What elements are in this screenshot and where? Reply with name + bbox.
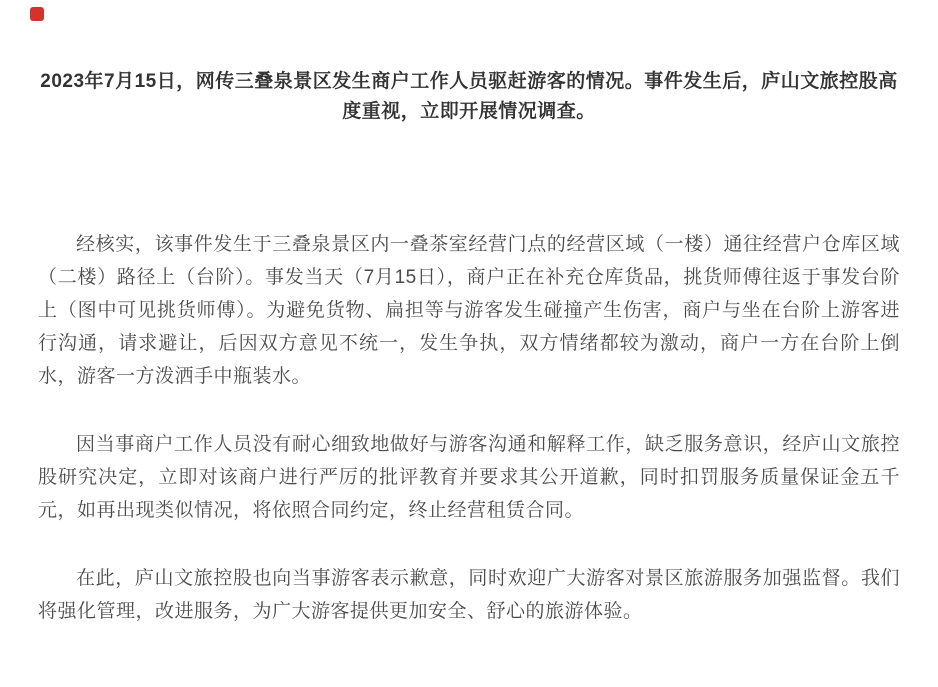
article-paragraph: 因当事商户工作人员没有耐心细致地做好与游客沟通和解释工作，缺乏服务意识，经庐山文旅控股研究决定，立即对该商户进行严厉的批评教育并要求其公开道歉，同时扣罚服务质量保证金五千元，如再出现类似情况，将依照合同约定，终止经营租赁合同。	[38, 434, 900, 521]
article-paragraph: 经核实，该事件发生于三叠泉景区内一叠茶室经营门点的经营区域（一楼）通往经营户仓库区域（二楼）路径上（台阶）。事发当天（7月15日），商户正在补充仓库货品，挑货师傅往返于事发台阶上（图中可见挑货师傅）。为避免货物、扁担等与游客发生碰撞产生伤害，商户与坐在台阶上游客进行沟通，请求避让，后因双方意见不统一，发生争执，双方情绪都较为激动，商户一方在台阶上倒水，游客一方泼洒手中瓶装水。	[38, 234, 900, 387]
statement-article	[38, 0, 900, 628]
article-paragraph: 在此，庐山文旅控股也向当事游客表示歉意，同时欢迎广大游客对景区旅游服务加强监督。我们将强化管理，改进服务，为广大游客提供更加安全、舒心的旅游体验。	[38, 568, 900, 622]
statement-body	[38, 228, 900, 628]
statement-headline: 2023年7月15日，网传三叠泉景区发生商户工作人员驱赶游客的情况。事件发生后，庐山文旅控股高度重视，立即开展情况调查。	[40, 71, 898, 122]
